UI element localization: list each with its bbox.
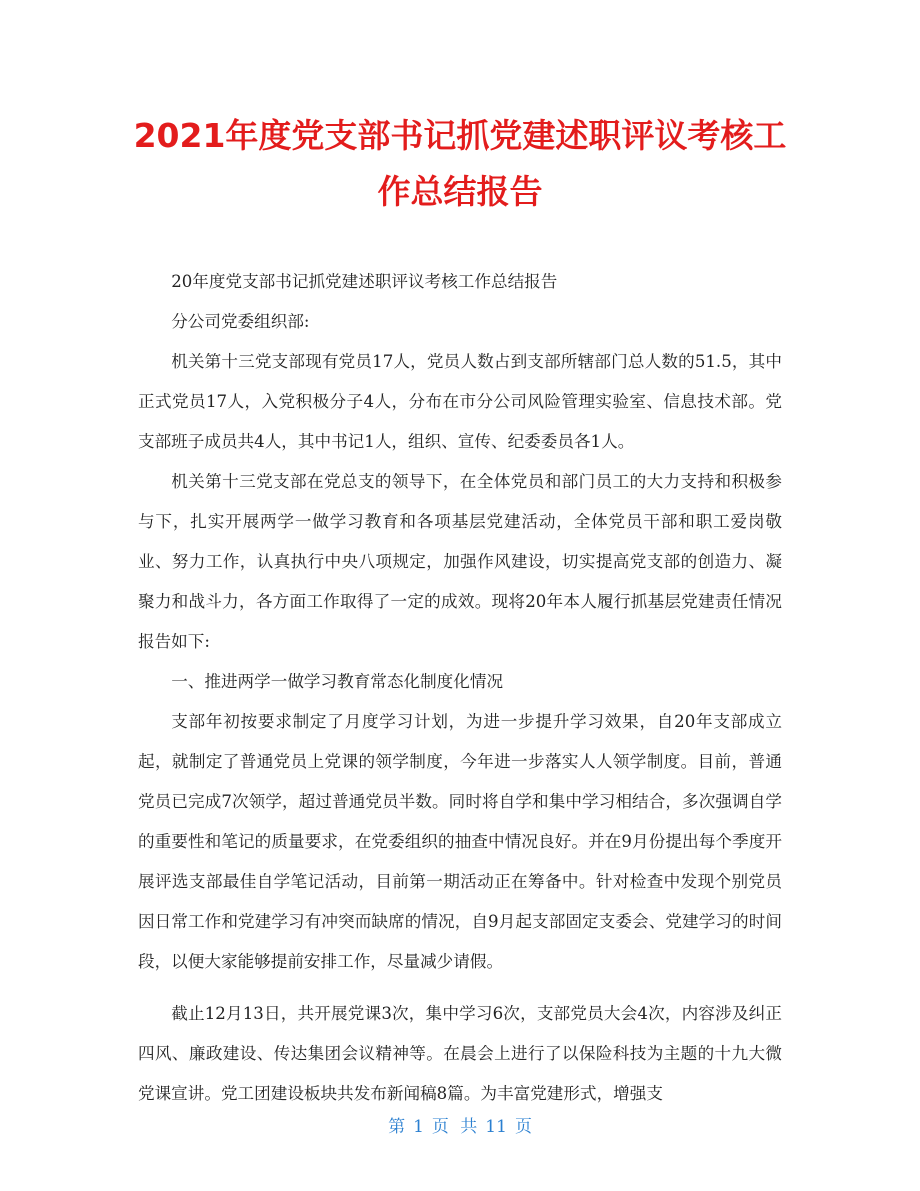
footer-prefix: 第 <box>388 1117 406 1137</box>
page-footer <box>0 1112 920 1137</box>
footer-suffix: 页 <box>514 1117 532 1137</box>
paragraph-overview: 机关第十三党支部现有党员17人，党员人数占到支部所辖部门总人数的51.5，其中正式党员17人，入党积极分子4人，分布在市分公司风险管理实验室、信息技术部。党支部班子成员共4人，其中书记1人，组织、宣传、纪委委员各1人。 <box>138 352 782 451</box>
document-title: 2021年度党支部书记抓党建述职评议考核工作总结报告 <box>133 116 787 211</box>
paragraph-statistics: 截止12月13日，共开展党课3次，集中学习6次，支部党员大会4次，内容涉及纠正四风、廉政建设、传达集团会议精神等。在晨会上进行了以保险科技为主题的十九大微党课宣讲。党工团建设板块共发布新闻稿8篇。为丰富党建形式，增强支 <box>138 1004 782 1103</box>
paragraph-study-plan: 支部年初按要求制定了月度学习计划，为进一步提升学习效果，自20年支部成立起，就制定了普通党员上党课的领学制度，今年进一步落实人人领学制度。目前，普通党员已完成7次领学，超过普通党员半数。同时将自学和集中学习相结合，多次强调自学的重要性和笔记的质量要求，在党委组织的抽查中情况良好。并在9月份提出每个季度开展评选支部最佳自学笔记活动，目前第一期活动正在筹备中。针对检查中发现个别党员因日常工作和党建学习有冲突而缺席的情况，自9月起支部固定支委会、党建学习的时间段，以便大家能够提前安排工作，尽量减少请假。 <box>138 712 782 971</box>
paragraph-summary: 机关第十三党支部在党总支的领导下，在全体党员和部门员工的大力支持和积极参与下，扎实开展两学一做学习教育和各项基层党建活动，全体党员干部和职工爱岗敬业、努力工作，认真执行中央八项规定，加强作风建设，切实提高党支部的创造力、凝聚力和战斗力，各方面工作取得了一定的成效。现将20年本人履行抓基层党建责任情况报告如下: <box>138 472 782 651</box>
paragraph-subtitle: 20年度党支部书记抓党建述职评议考核工作总结报告 <box>171 272 558 291</box>
footer-page-number: 1 <box>413 1117 424 1137</box>
section-heading-1: 一、推进两学一做学习教育常态化制度化情况 <box>171 672 504 691</box>
footer-mid: 页 共 <box>431 1117 478 1137</box>
footer-total-pages: 11 <box>485 1117 507 1137</box>
paragraph-addressee: 分公司党委组织部: <box>171 312 310 331</box>
document-body <box>138 262 782 1114</box>
